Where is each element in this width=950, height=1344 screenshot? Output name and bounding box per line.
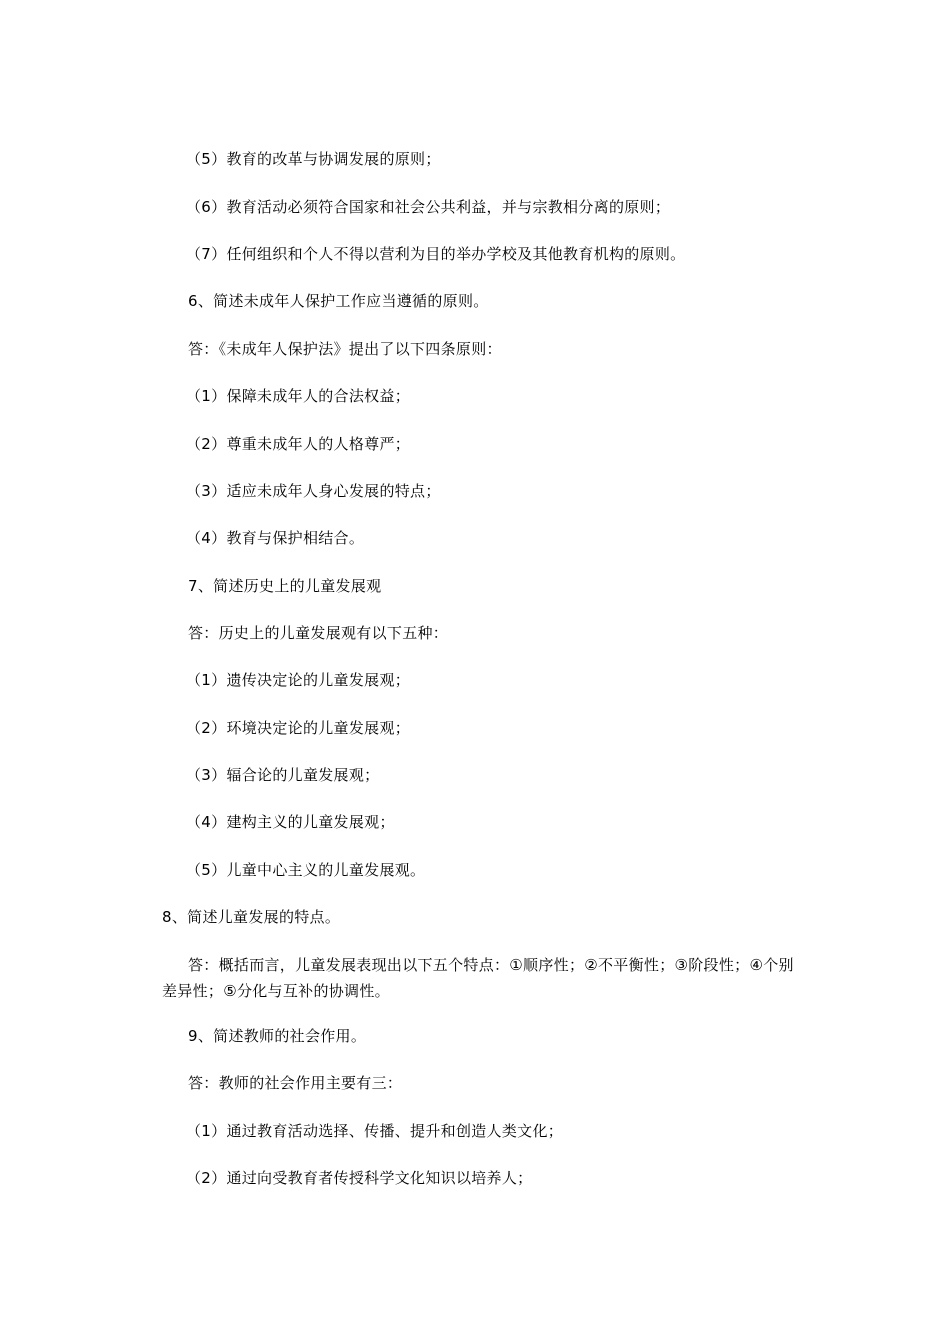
answer-9-intro: 答：教师的社会作用主要有三： (188, 1074, 403, 1092)
answer-6-item-3: （3）适应未成年人身心发展的特点； (186, 482, 441, 500)
answer-8-paragraph: 答：概括而言，儿童发展表现出以下五个特点：①顺序性；②不平衡性；③阶段性；④个别差异性；⑤分化与互补的协调性。 (162, 956, 794, 1000)
question-7-heading: 7、简述历史上的儿童发展观 (188, 577, 382, 595)
answer-6-intro: 答：《未成年人保护法》提出了以下四条原则： (188, 340, 502, 358)
list-item-6-principle: （6）教育活动必须符合国家和社会公共利益，并与宗教相分离的原则； (186, 198, 671, 216)
answer-6-item-1: （1）保障未成年人的合法权益； (186, 387, 411, 405)
answer-9-item-2: （2）通过向受教育者传授科学文化知识以培养人； (186, 1169, 533, 1187)
question-9-heading: 9、简述教师的社会作用。 (188, 1027, 367, 1045)
answer-7-item-1: （1）遗传决定论的儿童发展观； (186, 671, 411, 689)
answer-7-item-5: （5）儿童中心主义的儿童发展观。 (186, 861, 426, 879)
answer-7-intro: 答：历史上的儿童发展观有以下五种： (188, 624, 449, 642)
answer-6-item-4: （4）教育与保护相结合。 (186, 529, 365, 547)
answer-7-item-2: （2）环境决定论的儿童发展观； (186, 719, 411, 737)
question-6-heading: 6、简述未成年人保护工作应当遵循的原则。 (188, 292, 489, 310)
question-8-heading: 8、简述儿童发展的特点。 (162, 908, 341, 926)
answer-7-item-3: （3）辐合论的儿童发展观； (186, 766, 380, 784)
list-item-7-principle: （7）任何组织和个人不得以营利为目的举办学校及其他教育机构的原则。 (186, 245, 686, 263)
answer-6-item-2: （2）尊重未成年人的人格尊严； (186, 435, 411, 453)
answer-7-item-4: （4）建构主义的儿童发展观； (186, 813, 395, 831)
answer-9-item-1: （1）通过教育活动选择、传播、提升和创造人类文化； (186, 1122, 564, 1140)
list-item-5-principle: （5）教育的改革与协调发展的原则； (186, 150, 441, 168)
